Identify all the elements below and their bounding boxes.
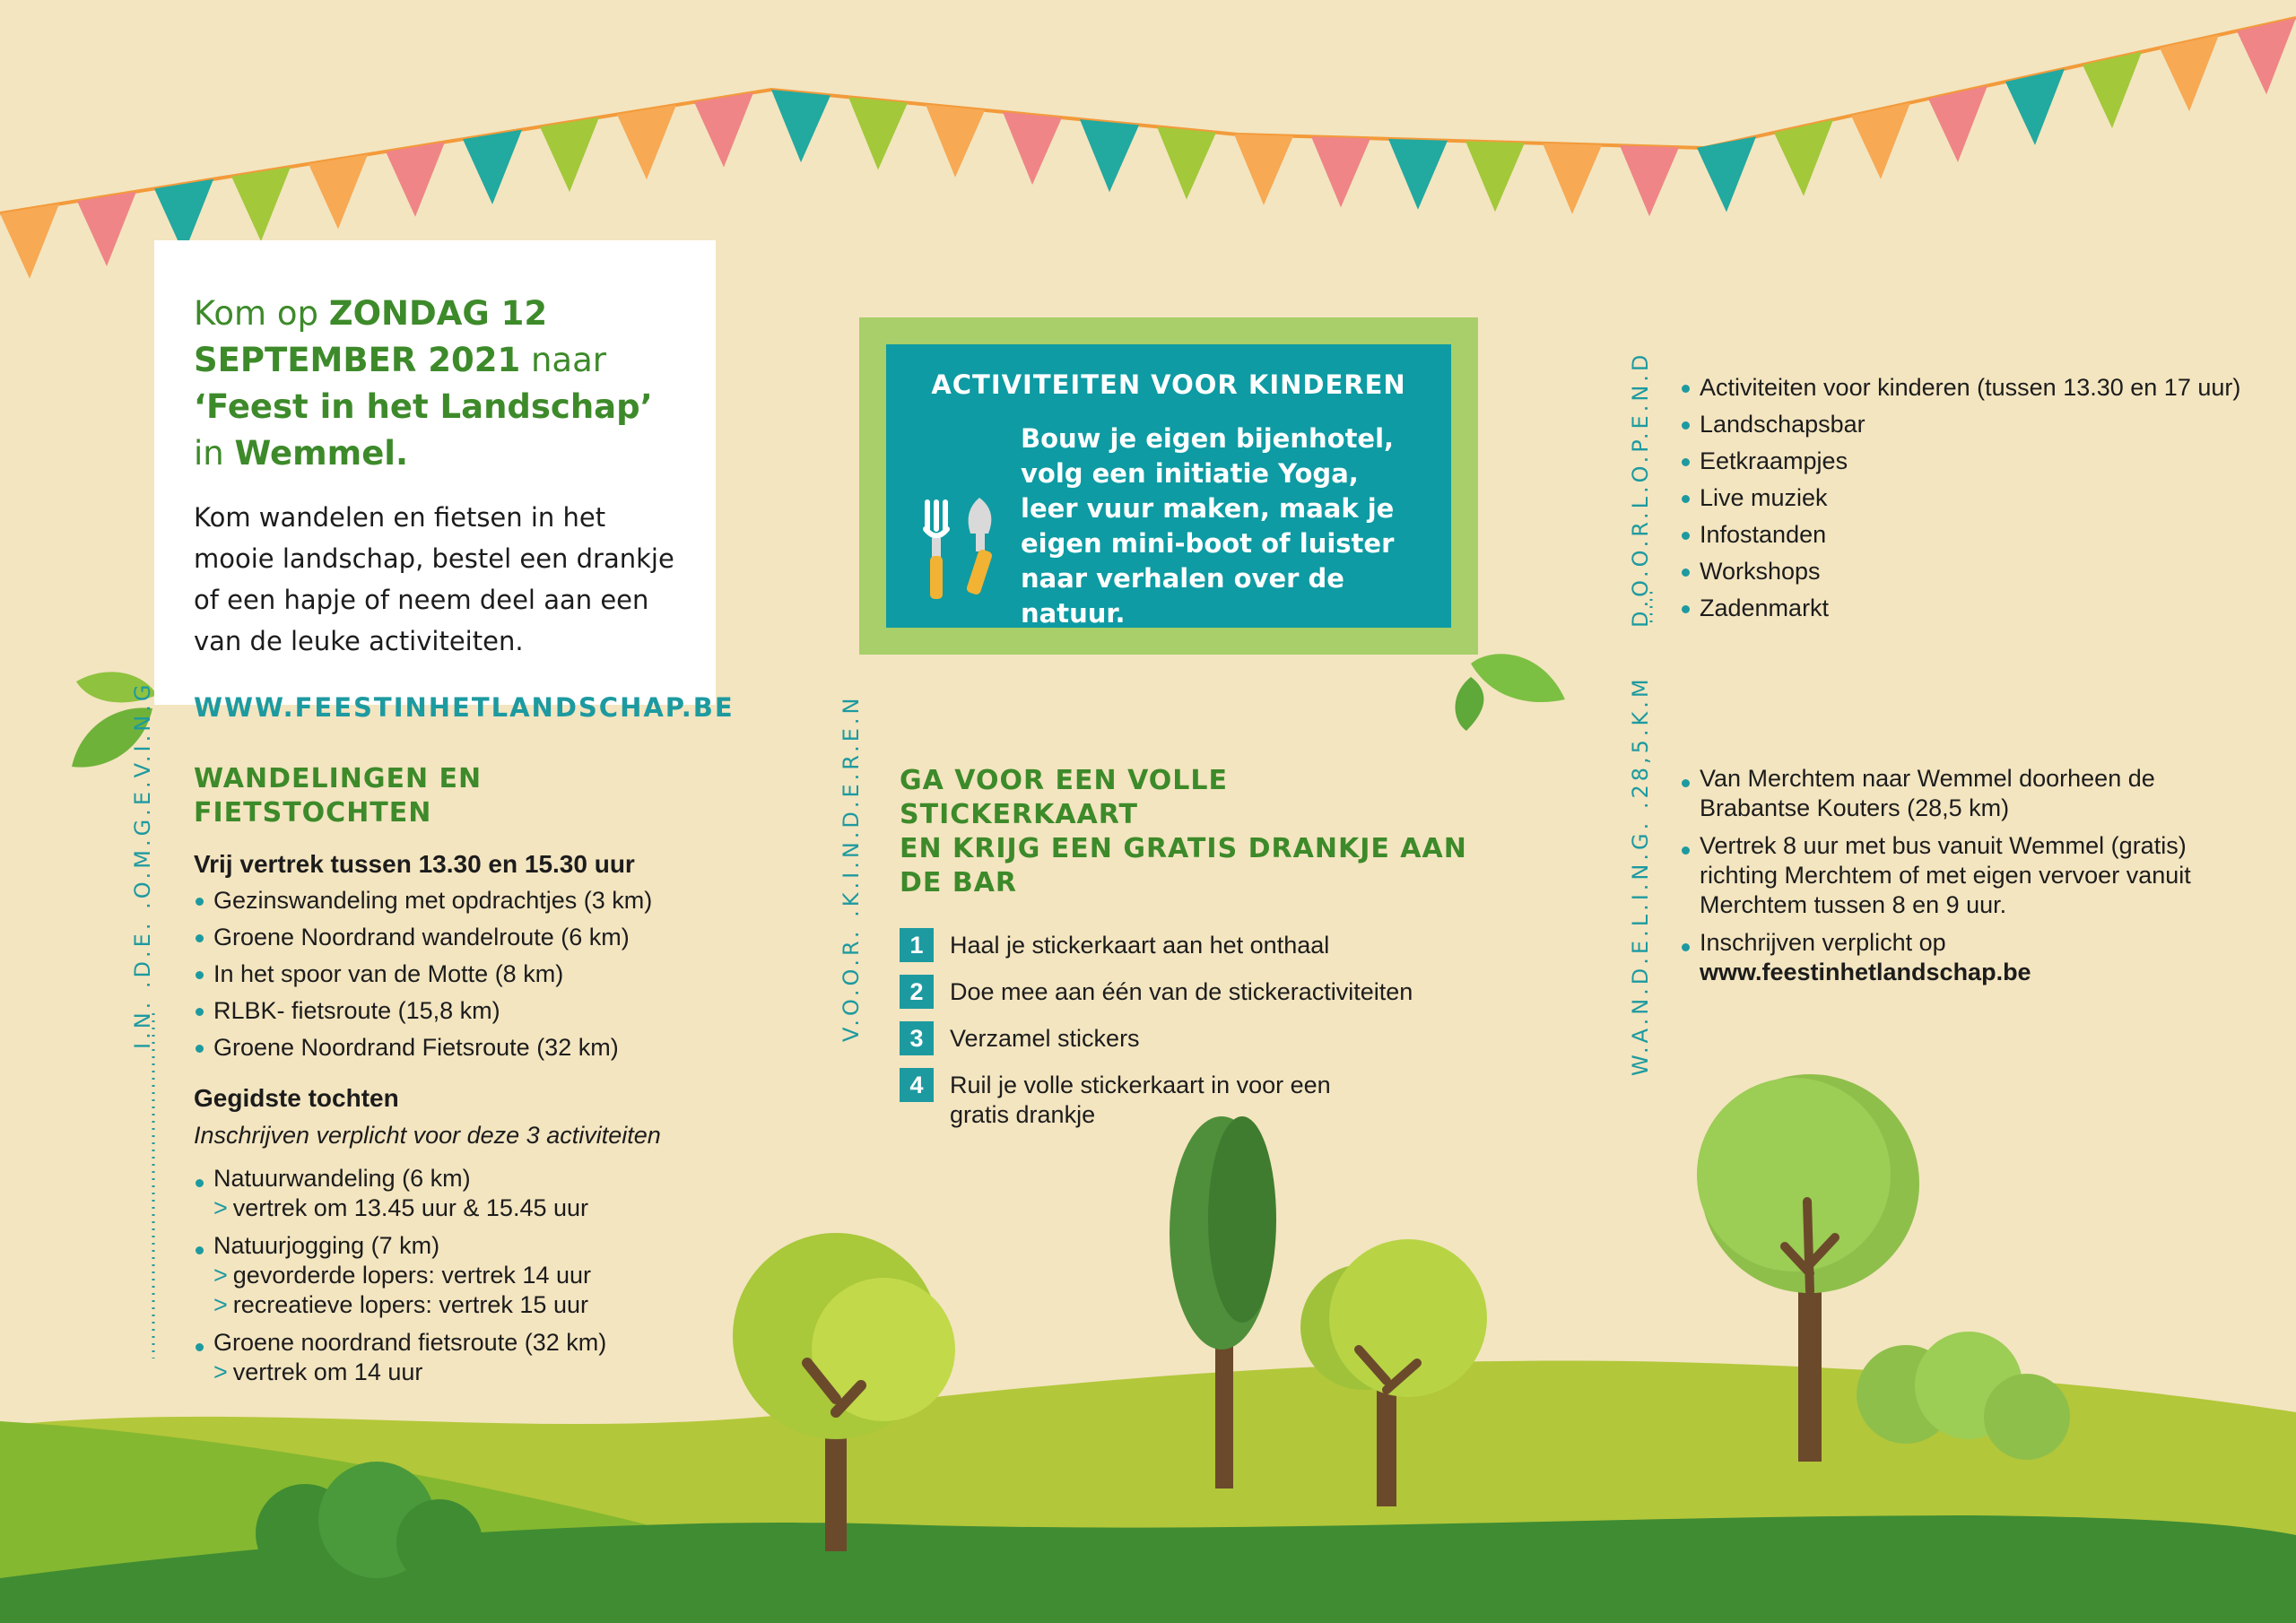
bunting-flag [1388,139,1448,210]
kids-line-1: Bouw je eigen bijenhotel, [1021,423,1395,454]
bunting-flag [771,90,831,162]
step-item [900,1024,1474,1058]
step-number: 1 [900,928,934,962]
section-title-wandelingen: WANDELINGEN EN FIETSTOCHTEN [194,763,483,829]
step-number: 3 [900,1021,934,1055]
website-link[interactable]: WWW.FEESTINHETLANDSCHAP.BE [194,692,735,723]
list-item: In het spoor van de Motte (8 km) [194,956,696,993]
guided-name: Natuurjogging (7 km) [213,1232,440,1259]
step-number: 2 [900,975,934,1009]
kids-line-4: eigen mini-boot of luister [1021,528,1395,559]
guided-sub [213,1261,696,1290]
arrow-marker: > [213,1291,228,1318]
list-item: Eetkraampjes [1680,443,2254,480]
route-list [194,882,696,1066]
arrow-marker: > [213,1262,228,1289]
bunting-flag [1234,135,1293,205]
bunting-flag [617,105,676,179]
section-omgeving [194,762,696,1395]
list-item: RLBK- fietsroute (15,8 km) [194,993,696,1029]
label-in-de-omgeving: I.N. .D.E. .O.M.G.E.V.I.N.G [130,681,155,1049]
bunting-flag [231,167,291,241]
heading-prefix: Kom op [194,294,329,333]
free-start-time: Vrij vertrek tussen 13.30 en 15.30 uur [194,850,635,878]
bunting-flag [1928,86,1987,162]
bunting-flag [0,204,59,278]
section-kinderen [900,764,1474,1142]
guided-sub-text: recreatieve lopers: vertrek 15 uur [232,1291,588,1318]
guided-tours-note: Inschrijven verplicht voor deze 3 activiteiten [194,1122,661,1149]
event-date: ZONDAG 12 SEPTEMBER 2021 [194,294,548,379]
bunting-flag [1003,112,1062,185]
arrow-marker: > [213,1358,228,1385]
label-wandeling-28-5-km: W.A.N.D.E.L.I.N.G. .28,5.K.M [1628,675,1653,1076]
list-item [194,1328,696,1387]
bunting-flag [1543,143,1602,214]
bunting-flag [309,154,368,229]
doorlopend-list [1680,369,2254,627]
heading-mid: naar [520,341,606,379]
guided-tours-title: Gegidste tochten [194,1084,399,1112]
label-doorlopend: D.O.O.R.L.O.P.E.N.D [1628,351,1653,628]
step-item [900,977,1474,1011]
list-item: Workshops [1680,553,2254,590]
bunting-flag [2083,52,2142,128]
list-item: Groene Noordrand Fietsroute (32 km) [194,1029,696,1066]
list-item: Live muziek [1680,480,2254,516]
bunting-flag [77,192,136,266]
guided-name: Groene noordrand fietsroute (32 km) [213,1329,607,1356]
bunting-flag [540,117,599,192]
guided-sub [213,1193,696,1223]
guided-sub-text: vertrek om 13.45 uur & 15.45 uur [232,1194,589,1221]
bunting-flag [1311,136,1370,207]
bunting-flag [926,105,985,178]
kids-line-5: naar verhalen over de natuur. [1021,563,1344,629]
bunting-flag [694,92,753,167]
list-item: Van Merchtem naar Wemmel doorheen de Brabantse Kouters (28,5 km) [1680,764,2218,823]
list-item: Gezinswandeling met opdrachtjes (3 km) [194,882,696,919]
step-text: Doe mee aan één van de stickeractiviteiten [950,978,1413,1005]
step-text: Ruil je volle stickerkaart in voor een gratis drankje [950,1072,1331,1128]
guided-sub [213,1358,696,1387]
bunting-flag [1697,136,1756,212]
bunting-flag [1157,126,1216,199]
bunting-flag [2237,18,2296,94]
guided-sub [213,1290,696,1320]
step-number: 4 [900,1068,934,1102]
signup-link[interactable]: www.feestinhetlandschap.be [1700,959,2031,985]
list-item [1680,928,2218,987]
intro-heading [194,291,676,477]
step-item [900,931,1474,965]
list-item: Zadenmarkt [1680,590,2254,627]
guided-sub-text: gevorderde lopers: vertrek 14 uur [232,1262,591,1289]
list-item: Landschapsbar [1680,406,2254,443]
kids-line-3: leer vuur maken, maak je [1021,493,1395,524]
guided-list [194,1164,696,1387]
bunting-flag [2160,35,2219,111]
step-text: Verzamel stickers [950,1025,1140,1052]
list-item: Infostanden [1680,516,2254,553]
signup-text: Inschrijven verplicht op [1700,929,1946,956]
heading-in: in [194,434,235,473]
arrow-marker: > [213,1194,228,1221]
list-item: Vertrek 8 uur met bus vanuit Wemmel (gratis) richting Merchtem of met eigen vervoer vanuit Merchtem tussen 8 en 9 uur. [1680,831,2218,920]
kids-activities-box [859,317,1478,655]
event-name: ‘Feest in het Landschap’ [194,387,653,426]
guided-sub-text: vertrek om 14 uur [232,1358,423,1385]
kids-activities-title: ACTIVITEITEN VOOR KINDEREN [931,369,1406,400]
sticker-title-line-1: GA VOOR EEN VOLLE STICKERKAART [900,765,1228,830]
garden-tools-icon [899,493,1015,601]
wandeling-list [1680,764,2218,995]
list-item: Groene Noordrand wandelroute (6 km) [194,919,696,956]
list-item [194,1164,696,1223]
bunting-flag [1774,119,1833,195]
label-voor-kinderen: V.O.O.R. .K.I.N.D.E.R.E.N [839,694,864,1042]
bunting-flag [1080,119,1139,192]
list-item: Activiteiten voor kinderen (tussen 13.30 en 17 uur) [1680,369,2254,406]
leaf-decoration-kids [1456,654,1566,731]
step-text: Haal je stickerkaart aan het onthaal [950,932,1330,959]
bunting-flag [2005,69,2065,145]
event-place: Wemmel. [234,434,409,473]
step-item [900,1071,1344,1130]
sticker-title-line-2: EN KRIJG EEN GRATIS DRANKJE AAN DE BAR [900,833,1467,898]
list-item [194,1231,696,1320]
bunting-flag [386,142,445,216]
bunting-flag [848,97,908,169]
bunting-flag [1465,141,1525,212]
bunting-flag [463,130,522,204]
bunting-flag [1620,145,1679,216]
sticker-steps [900,931,1474,1130]
kids-line-2: volg een initiatie Yoga, [1021,458,1359,489]
intro-body: Kom wandelen en fietsen in het mooie landschap, bestel een drankje of een hapje of neem deel aan een van de leuke activiteiten. [194,502,674,656]
bunting-flag [1851,102,1910,178]
kids-activities-panel [886,344,1451,628]
intro-box [154,240,735,723]
guided-name: Natuurwandeling (6 km) [213,1165,471,1192]
kids-activities-text [1021,421,1433,631]
